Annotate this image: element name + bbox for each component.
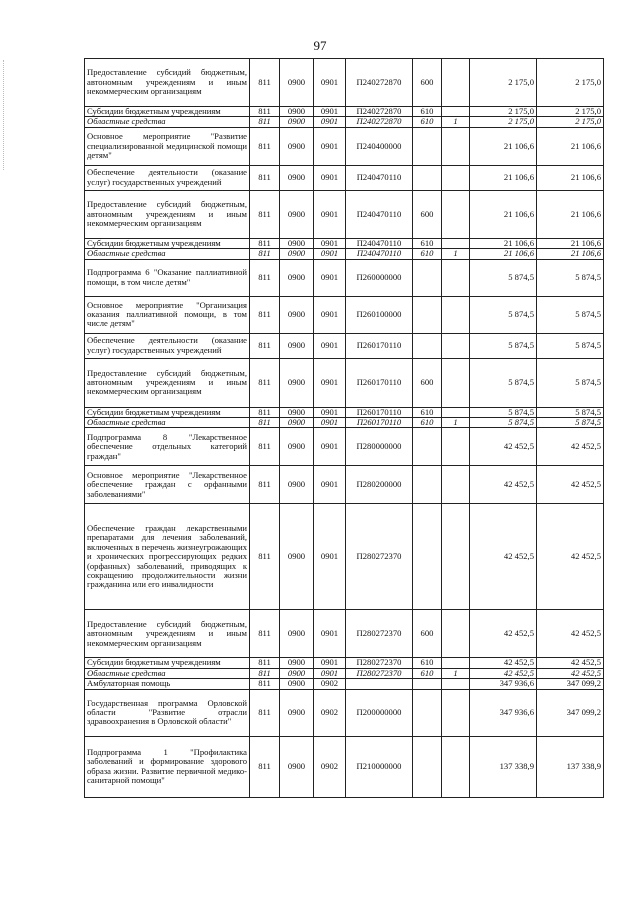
table-row — [85, 428, 604, 466]
cell-y2: 42 452,5 — [537, 610, 604, 658]
budget-table — [84, 58, 604, 798]
table-row — [85, 107, 604, 117]
cell-section: 0900 — [280, 504, 314, 610]
cell-desc: Подпрограмма 6 "Оказание паллиативной помощи, в том числе детям" — [85, 259, 250, 296]
cell-subsection: 0901 — [314, 259, 346, 296]
cell-target: П260100000 — [346, 296, 413, 333]
table-row — [85, 689, 604, 736]
cell-y1: 21 106,6 — [470, 165, 537, 190]
cell-y1: 21 106,6 — [470, 249, 537, 259]
cell-subsection: 0901 — [314, 358, 346, 407]
cell-vr: 600 — [413, 59, 442, 107]
cell-target: П200000000 — [346, 689, 413, 736]
cell-subsection: 0901 — [314, 238, 346, 248]
cell-desc: Субсидии бюджетным учреждениям — [85, 107, 250, 117]
cell-admin: 811 — [250, 296, 280, 333]
cell-desc: Основное мероприятие "Лекарственное обеспечение граждан с орфанными заболеваниями" — [85, 466, 250, 504]
cell-target: П280272370 — [346, 658, 413, 668]
cell-src — [442, 127, 470, 165]
cell-y2: 347 099,2 — [537, 679, 604, 689]
cell-desc: Областные средства — [85, 249, 250, 259]
cell-vr — [413, 296, 442, 333]
cell-target: П240272870 — [346, 59, 413, 107]
cell-subsection: 0901 — [314, 428, 346, 466]
cell-y1: 137 338,9 — [470, 736, 537, 797]
table-row — [85, 679, 604, 689]
cell-y2: 137 338,9 — [537, 736, 604, 797]
table-row — [85, 504, 604, 610]
cell-section: 0900 — [280, 296, 314, 333]
table-row — [85, 736, 604, 797]
cell-target: П240470110 — [346, 165, 413, 190]
cell-desc: Государственная программа Орловской области "Развитие отрасли здравоохранения в Орловской области" — [85, 689, 250, 736]
cell-desc: Предоставление субсидий бюджетным, автономным учреждениям и иным некоммерческим организациям — [85, 358, 250, 407]
cell-src — [442, 296, 470, 333]
cell-src — [442, 658, 470, 668]
cell-y2: 5 874,5 — [537, 296, 604, 333]
cell-desc: Субсидии бюджетным учреждениям — [85, 407, 250, 417]
cell-target: П240470110 — [346, 249, 413, 259]
cell-subsection: 0901 — [314, 249, 346, 259]
cell-subsection: 0901 — [314, 418, 346, 428]
cell-admin: 811 — [250, 418, 280, 428]
cell-y2: 21 106,6 — [537, 165, 604, 190]
cell-y2: 2 175,0 — [537, 117, 604, 127]
cell-y1: 42 452,5 — [470, 428, 537, 466]
cell-admin: 811 — [250, 249, 280, 259]
cell-admin: 811 — [250, 127, 280, 165]
cell-vr: 610 — [413, 418, 442, 428]
cell-admin: 811 — [250, 668, 280, 678]
cell-y1: 42 452,5 — [470, 466, 537, 504]
cell-src — [442, 259, 470, 296]
cell-section: 0900 — [280, 358, 314, 407]
cell-y2: 21 106,6 — [537, 249, 604, 259]
cell-target: П280272370 — [346, 504, 413, 610]
cell-y2: 5 874,5 — [537, 358, 604, 407]
cell-section: 0900 — [280, 127, 314, 165]
cell-section: 0900 — [280, 668, 314, 678]
cell-y1: 347 936,6 — [470, 679, 537, 689]
cell-src — [442, 59, 470, 107]
cell-vr — [413, 466, 442, 504]
table-row — [85, 358, 604, 407]
cell-vr: 610 — [413, 107, 442, 117]
cell-src — [442, 407, 470, 417]
cell-desc: Амбулаторная помощь — [85, 679, 250, 689]
cell-admin: 811 — [250, 117, 280, 127]
cell-y1: 42 452,5 — [470, 504, 537, 610]
cell-vr: 610 — [413, 407, 442, 417]
cell-y2: 21 106,6 — [537, 238, 604, 248]
cell-y1: 2 175,0 — [470, 117, 537, 127]
cell-y1: 2 175,0 — [470, 107, 537, 117]
cell-subsection: 0901 — [314, 610, 346, 658]
table-row — [85, 249, 604, 259]
cell-desc: Подпрограмма 8 "Лекарственное обеспечение отдельных категорий граждан" — [85, 428, 250, 466]
cell-src — [442, 107, 470, 117]
table-row — [85, 466, 604, 504]
cell-subsection: 0901 — [314, 127, 346, 165]
budget-table-body — [85, 59, 604, 798]
cell-admin: 811 — [250, 407, 280, 417]
cell-subsection: 0901 — [314, 658, 346, 668]
cell-desc: Обеспечение деятельности (оказание услуг) государственных учреждений — [85, 165, 250, 190]
page-number: 97 — [313, 38, 327, 53]
cell-subsection: 0901 — [314, 190, 346, 238]
cell-section: 0900 — [280, 736, 314, 797]
cell-section: 0900 — [280, 418, 314, 428]
cell-desc: Областные средства — [85, 418, 250, 428]
cell-section: 0900 — [280, 679, 314, 689]
cell-target: П240272870 — [346, 107, 413, 117]
cell-section: 0900 — [280, 238, 314, 248]
cell-vr — [413, 736, 442, 797]
cell-admin: 811 — [250, 107, 280, 117]
table-row — [85, 59, 604, 107]
table-row — [85, 165, 604, 190]
cell-desc: Подпрограмма 1 "Профилактика заболеваний и формирование здорового образа жизни. Развитие первичной медико-санитарной помощи" — [85, 736, 250, 797]
table-row — [85, 333, 604, 358]
cell-target: П260170110 — [346, 333, 413, 358]
cell-vr: 610 — [413, 117, 442, 127]
cell-subsection: 0901 — [314, 59, 346, 107]
cell-vr — [413, 165, 442, 190]
cell-subsection: 0902 — [314, 736, 346, 797]
binding-holes — [3, 60, 7, 170]
cell-desc: Обеспечение граждан лекарственными препаратами для лечения заболеваний, включенных в перечень жизнеугрожающих и хронических прогрессирующих редких (орфанных) заболеваний, приводящих к сокращению продолжительности жизни гражданина или его инвалидности — [85, 504, 250, 610]
cell-admin: 811 — [250, 466, 280, 504]
cell-admin: 811 — [250, 689, 280, 736]
cell-desc: Областные средства — [85, 117, 250, 127]
cell-target: П240272870 — [346, 117, 413, 127]
cell-y1: 347 936,6 — [470, 689, 537, 736]
cell-subsection: 0902 — [314, 689, 346, 736]
cell-y1: 42 452,5 — [470, 610, 537, 658]
cell-vr: 610 — [413, 249, 442, 259]
cell-desc: Основное мероприятие "Организация оказания паллиативной помощи, в том числе детям" — [85, 296, 250, 333]
cell-vr: 610 — [413, 668, 442, 678]
cell-subsection: 0901 — [314, 333, 346, 358]
table-row — [85, 117, 604, 127]
cell-desc: Предоставление субсидий бюджетным, автономным учреждениям и иным некоммерческим организациям — [85, 190, 250, 238]
cell-vr — [413, 428, 442, 466]
cell-desc: Субсидии бюджетным учреждениям — [85, 238, 250, 248]
cell-vr — [413, 504, 442, 610]
table-row — [85, 418, 604, 428]
cell-src — [442, 333, 470, 358]
cell-section: 0900 — [280, 59, 314, 107]
cell-target: П260000000 — [346, 259, 413, 296]
cell-admin: 811 — [250, 259, 280, 296]
cell-target: П240470110 — [346, 190, 413, 238]
cell-section: 0900 — [280, 165, 314, 190]
cell-y1: 21 106,6 — [470, 190, 537, 238]
cell-src — [442, 679, 470, 689]
cell-y2: 21 106,6 — [537, 190, 604, 238]
cell-y1: 5 874,5 — [470, 333, 537, 358]
cell-admin: 811 — [250, 504, 280, 610]
cell-y1: 2 175,0 — [470, 59, 537, 107]
cell-vr: 600 — [413, 190, 442, 238]
cell-y2: 42 452,5 — [537, 668, 604, 678]
cell-admin: 811 — [250, 658, 280, 668]
table-row — [85, 668, 604, 678]
cell-subsection: 0901 — [314, 296, 346, 333]
cell-y1: 5 874,5 — [470, 407, 537, 417]
cell-target: П240470110 — [346, 238, 413, 248]
cell-subsection: 0901 — [314, 407, 346, 417]
cell-desc: Обеспечение деятельности (оказание услуг) государственных учреждений — [85, 333, 250, 358]
cell-target: П260170110 — [346, 407, 413, 417]
cell-y1: 5 874,5 — [470, 259, 537, 296]
cell-y1: 42 452,5 — [470, 668, 537, 678]
cell-subsection: 0901 — [314, 668, 346, 678]
cell-desc: Предоставление субсидий бюджетным, автономным учреждениям и иным некоммерческим организациям — [85, 59, 250, 107]
cell-y2: 2 175,0 — [537, 107, 604, 117]
cell-section: 0900 — [280, 407, 314, 417]
cell-admin: 811 — [250, 679, 280, 689]
cell-y2: 2 175,0 — [537, 59, 604, 107]
cell-y2: 42 452,5 — [537, 428, 604, 466]
cell-y1: 5 874,5 — [470, 358, 537, 407]
cell-section: 0900 — [280, 610, 314, 658]
cell-vr: 610 — [413, 238, 442, 248]
cell-src: 1 — [442, 249, 470, 259]
cell-y2: 42 452,5 — [537, 504, 604, 610]
cell-y1: 21 106,6 — [470, 238, 537, 248]
table-row — [85, 296, 604, 333]
cell-section: 0900 — [280, 107, 314, 117]
cell-y2: 5 874,5 — [537, 418, 604, 428]
cell-vr — [413, 127, 442, 165]
cell-section: 0900 — [280, 658, 314, 668]
cell-y1: 5 874,5 — [470, 418, 537, 428]
cell-y2: 21 106,6 — [537, 127, 604, 165]
cell-vr: 600 — [413, 358, 442, 407]
cell-y1: 21 106,6 — [470, 127, 537, 165]
cell-y2: 42 452,5 — [537, 466, 604, 504]
cell-subsection: 0901 — [314, 466, 346, 504]
cell-subsection: 0901 — [314, 107, 346, 117]
table-row — [85, 190, 604, 238]
cell-y2: 347 099,2 — [537, 689, 604, 736]
cell-desc: Субсидии бюджетным учреждениям — [85, 658, 250, 668]
cell-section: 0900 — [280, 466, 314, 504]
cell-src — [442, 165, 470, 190]
cell-vr — [413, 679, 442, 689]
cell-subsection: 0901 — [314, 117, 346, 127]
cell-src: 1 — [442, 668, 470, 678]
cell-section: 0900 — [280, 333, 314, 358]
cell-admin: 811 — [250, 165, 280, 190]
cell-vr — [413, 689, 442, 736]
cell-desc: Областные средства — [85, 668, 250, 678]
cell-target: П260170110 — [346, 418, 413, 428]
cell-target: П210000000 — [346, 736, 413, 797]
table-row — [85, 658, 604, 668]
cell-desc: Предоставление субсидий бюджетным, автономным учреждениям и иным некоммерческим организациям — [85, 610, 250, 658]
cell-admin: 811 — [250, 736, 280, 797]
cell-vr — [413, 259, 442, 296]
cell-src — [442, 466, 470, 504]
cell-admin: 811 — [250, 358, 280, 407]
cell-admin: 811 — [250, 428, 280, 466]
cell-src: 1 — [442, 418, 470, 428]
cell-target: П260170110 — [346, 358, 413, 407]
cell-y2: 5 874,5 — [537, 333, 604, 358]
cell-target: П240400000 — [346, 127, 413, 165]
cell-desc: Основное мероприятие "Развитие специализированной медицинской помощи детям" — [85, 127, 250, 165]
cell-admin: 811 — [250, 59, 280, 107]
cell-section: 0900 — [280, 259, 314, 296]
cell-y2: 5 874,5 — [537, 407, 604, 417]
cell-y2: 42 452,5 — [537, 658, 604, 668]
cell-section: 0900 — [280, 689, 314, 736]
cell-admin: 811 — [250, 333, 280, 358]
cell-src — [442, 736, 470, 797]
cell-src — [442, 610, 470, 658]
cell-vr: 600 — [413, 610, 442, 658]
table-row — [85, 238, 604, 248]
cell-target: П280200000 — [346, 466, 413, 504]
cell-src — [442, 689, 470, 736]
cell-admin: 811 — [250, 610, 280, 658]
cell-y2: 5 874,5 — [537, 259, 604, 296]
cell-target: П280272370 — [346, 610, 413, 658]
cell-src — [442, 358, 470, 407]
cell-y1: 5 874,5 — [470, 296, 537, 333]
cell-vr: 610 — [413, 658, 442, 668]
cell-target — [346, 679, 413, 689]
table-row — [85, 407, 604, 417]
cell-section: 0900 — [280, 249, 314, 259]
table-row — [85, 127, 604, 165]
cell-subsection: 0901 — [314, 504, 346, 610]
cell-subsection: 0901 — [314, 165, 346, 190]
cell-src — [442, 190, 470, 238]
cell-section: 0900 — [280, 190, 314, 238]
cell-src — [442, 428, 470, 466]
table-row — [85, 259, 604, 296]
cell-src — [442, 238, 470, 248]
cell-target: П280272370 — [346, 668, 413, 678]
cell-section: 0900 — [280, 117, 314, 127]
cell-admin: 811 — [250, 238, 280, 248]
cell-admin: 811 — [250, 190, 280, 238]
cell-subsection: 0902 — [314, 679, 346, 689]
cell-vr — [413, 333, 442, 358]
cell-src: 1 — [442, 117, 470, 127]
cell-target: П280000000 — [346, 428, 413, 466]
cell-src — [442, 504, 470, 610]
cell-section: 0900 — [280, 428, 314, 466]
cell-y1: 42 452,5 — [470, 658, 537, 668]
table-row — [85, 610, 604, 658]
